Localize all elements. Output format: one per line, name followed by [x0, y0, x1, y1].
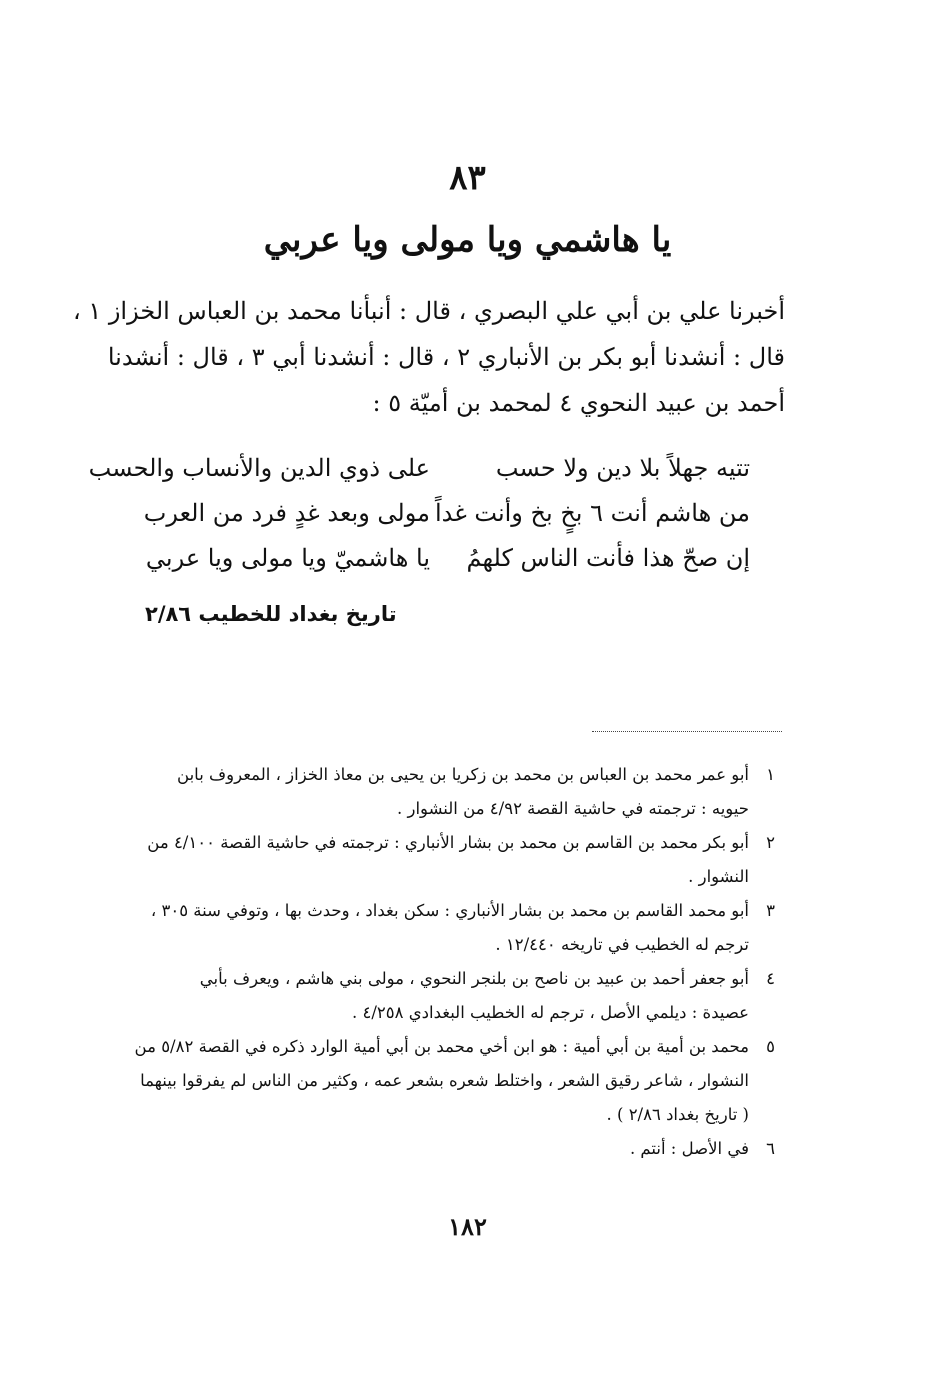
footnote-line: أبو محمد القاسم بن محمد بن بشار الأنباري : سكن بغداد ، وحدث بها ، وتوفي سنة ٣٠٥ ،	[150, 901, 749, 920]
footnote-line: أبو عمر محمد بن العباس بن محمد بن زكريا بن يحيى بن معاذ الخزاز ، المعروف بابن	[177, 765, 749, 784]
story-title: يا هاشمي ويا مولى ويا عربي	[263, 220, 672, 260]
footnote-line: النشوار .	[688, 867, 749, 886]
footnote-text	[105, 826, 749, 894]
poem-verse	[143, 491, 750, 536]
footnote-text	[105, 962, 749, 1030]
footnote-line: محمد بن أمية بن أبي أمية : هو ابن أخي محمد بن أبي أمية الوارد ذكره في القصة ٥/٨٢ من	[134, 1037, 749, 1056]
footnote-line: أبو جعفر أحمد بن عبيد بن ناصح بن بلنجر النحوي ، مولى بني هاشم ، ويعرف بأبي	[199, 969, 749, 988]
footnote-item	[105, 1132, 775, 1166]
footnote-line: ترجم له الخطيب في تاريخه ١٢/٤٤٠ .	[495, 935, 749, 954]
footnote-line: النشوار ، شاعر رقيق الشعر ، واختلط شعره بشعر عمه ، وكثير من الناس لم يفرقوا بينهما	[140, 1071, 749, 1090]
footnotes	[105, 758, 775, 1166]
intro-line: أخبرنا علي بن أبي علي البصري ، قال : أنبأنا محمد بن العباس الخزاز ١ ،	[72, 297, 785, 325]
footnote-text	[105, 1030, 749, 1132]
intro-paragraph	[72, 288, 785, 426]
footnote-line: في الأصل : أنتم .	[629, 1139, 749, 1158]
footnote-item	[105, 962, 775, 1030]
verse-second-hemistich: مولى وبعد غدٍ فرد من العرب	[143, 499, 430, 527]
intro-line: أحمد بن عبيد النحوي ٤ لمحمد بن أميّة ٥ :	[372, 389, 785, 417]
footnote-item	[105, 1030, 775, 1132]
footnote-text	[105, 1132, 749, 1166]
footnote-number: ١	[766, 765, 775, 784]
verse-second-hemistich: على ذوي الدين والأنساب والحسب	[88, 454, 430, 482]
story-number: ٨٣	[449, 158, 486, 198]
verse-first-hemistich: من هاشم أنت ٦ بخٍ بخ وأنت غداً	[434, 499, 750, 527]
poem-verse	[88, 446, 750, 491]
source-citation: تاريخ بغداد للخطيب ٢/٨٦	[145, 602, 397, 626]
footnote-line: ( تاريخ بغداد ٢/٨٦ ) .	[606, 1105, 749, 1124]
footnote-text	[105, 894, 749, 962]
footnote-number: ٢	[766, 833, 775, 852]
footnote-item	[105, 826, 775, 894]
footnote-number: ٣	[766, 901, 775, 920]
page-number: ١٨٢	[448, 1212, 487, 1241]
verse-second-hemistich: يا هاشميّ ويا مولى ويا عربي	[145, 544, 430, 572]
intro-line: قال : أنشدنا أبو بكر بن الأنباري ٢ ، قال : أنشدنا أبي ٣ ، قال : أنشدنا	[107, 343, 785, 371]
footnote-line: أبو بكر محمد بن القاسم بن محمد بن بشار الأنباري : ترجمته في حاشية القصة ٤/١٠٠ من	[147, 833, 749, 852]
footnote-number: ٦	[766, 1139, 775, 1158]
footnote-line: عصيدة : ديلمي الأصل ، ترجم له الخطيب البغدادي ٤/٢٥٨ .	[351, 1003, 749, 1022]
poem-verse	[145, 536, 750, 581]
footnote-line: حيويه : ترجمته في حاشية القصة ٤/٩٢ من النشوار .	[397, 799, 749, 818]
footnote-item	[105, 758, 775, 826]
footnote-separator	[592, 731, 782, 732]
verse-first-hemistich: إن صحّ هذا فأنت الناس كلهمُ	[466, 544, 750, 572]
verse-first-hemistich: تتيه جهلاً بلا دين ولا حسب	[495, 454, 750, 482]
footnote-number: ٥	[766, 1037, 775, 1056]
footnote-item	[105, 894, 775, 962]
footnote-text	[105, 758, 749, 826]
footnote-number: ٤	[766, 969, 775, 988]
poem	[88, 446, 750, 581]
